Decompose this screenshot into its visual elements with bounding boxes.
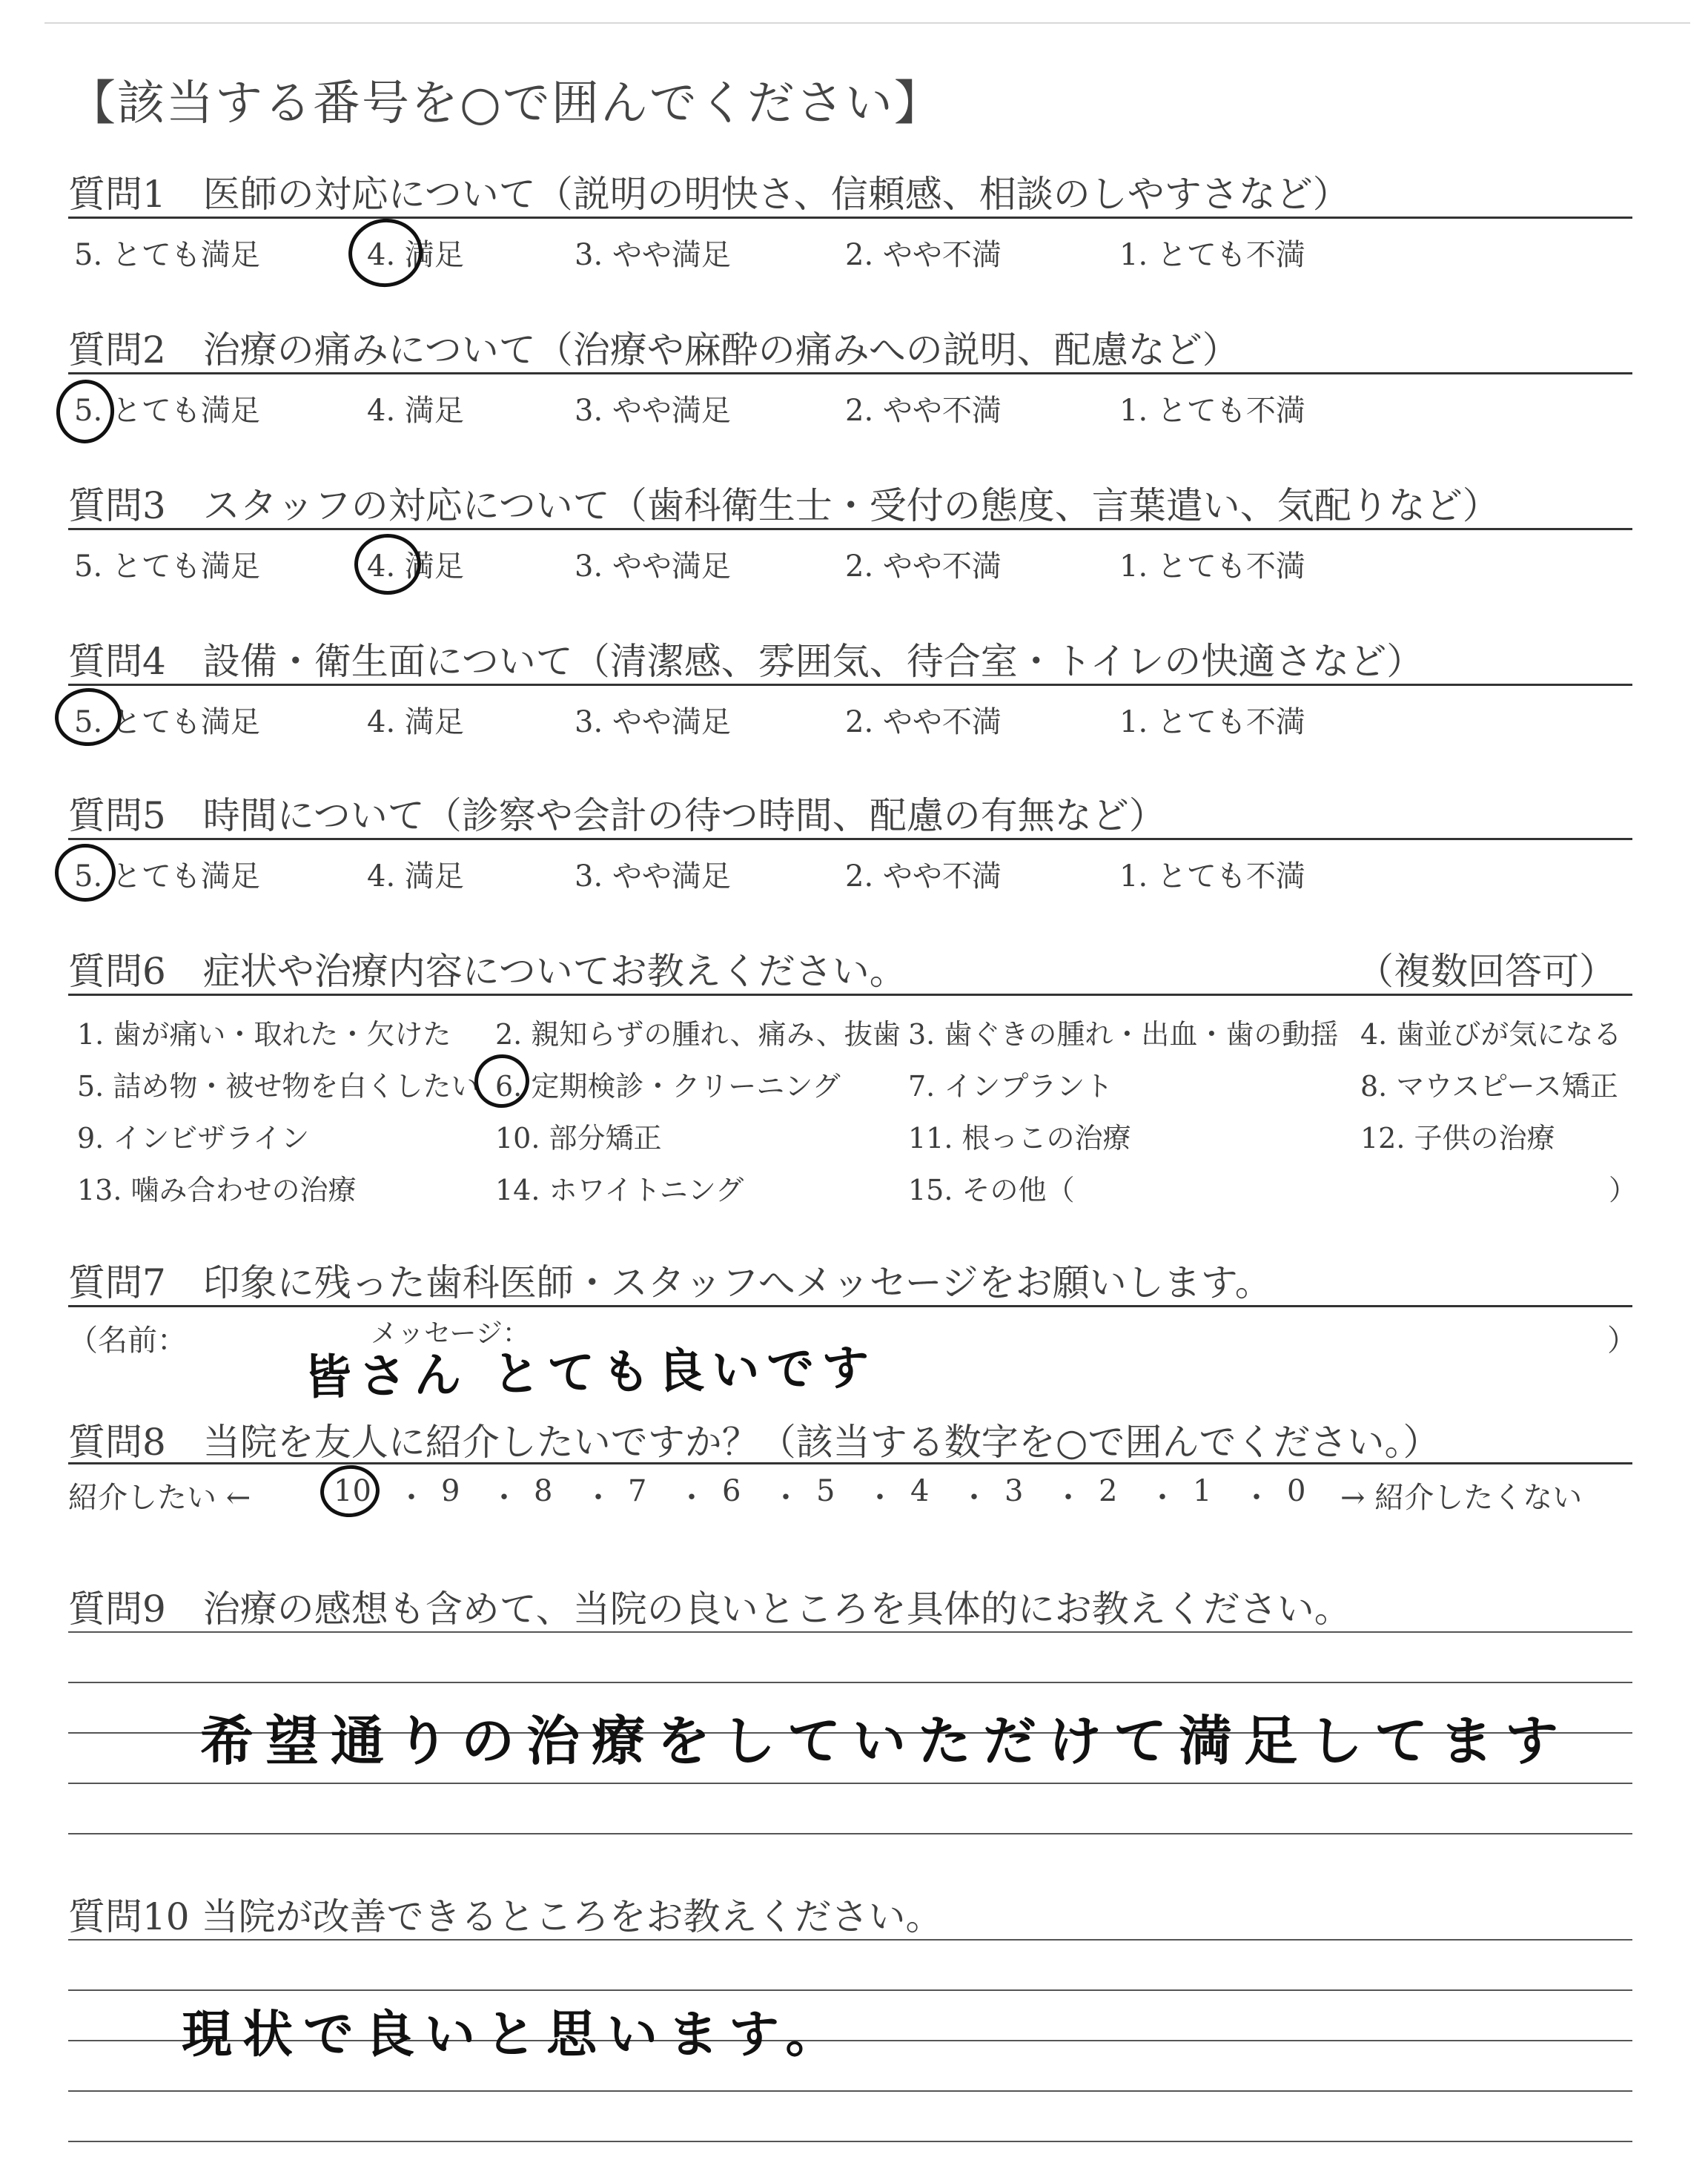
q8-dot: ・ [1242, 1481, 1271, 1515]
q10-line-2 [68, 1989, 1632, 1991]
q1-selection-circle [344, 214, 427, 291]
q5-option-2[interactable]: 2. やや不満 [845, 859, 1002, 894]
q6-other-close: ） [1609, 1174, 1638, 1206]
q3-option-5[interactable]: 5. とても満足 [74, 549, 260, 584]
q10-title: 質問10 当院が改善できるところをお教えください。 [68, 1895, 943, 1938]
q8-number-10[interactable]: 10 [334, 1474, 371, 1508]
q2-option-1[interactable]: 1. とても不満 [1119, 394, 1305, 428]
q10-line-5 [68, 2141, 1632, 2142]
q6-option-7[interactable]: 7. インプラント [908, 1070, 1113, 1103]
q8-dot: ・ [677, 1481, 706, 1515]
q6-option-13[interactable]: 13. 噛み合わせの治療 [77, 1174, 357, 1206]
q8-right-label: → 紹介したくない [1340, 1481, 1583, 1515]
q7-rule [68, 1305, 1632, 1307]
q6-option-12[interactable]: 12. 子供の治療 [1360, 1122, 1555, 1155]
q7-message-label: メッセージ： [371, 1318, 529, 1349]
q7-name-label: （名前： [68, 1324, 187, 1358]
q8-dot: ・ [959, 1481, 989, 1515]
q8-left-label: 紹介したい ← [68, 1481, 251, 1515]
q7-close-paren: ） [1607, 1324, 1637, 1358]
q6-option-14[interactable]: 14. ホワイトニング [495, 1174, 744, 1206]
q8-number-6[interactable]: 6 [722, 1474, 741, 1508]
q6-option-6[interactable]: 6. 定期検診・クリーニング [495, 1070, 841, 1103]
q6-note: （複数回答可） [1357, 950, 1616, 993]
q8-number-4[interactable]: 4 [910, 1474, 930, 1508]
q9-handwritten-answer[interactable]: 希望通りの治療をしていただけて満足してます [200, 1710, 1571, 1772]
q8-selection-circle [318, 1462, 383, 1520]
q5-title: 質問5 時間について（診察や会計の待つ時間、配慮の有無など） [68, 794, 1166, 837]
q6-title: 質問6 症状や治療内容についてお教えください。 [68, 950, 907, 993]
q3-rule [68, 528, 1632, 530]
q1-option-2[interactable]: 2. やや不満 [845, 238, 1002, 272]
q5-option-1[interactable]: 1. とても不満 [1119, 859, 1305, 894]
q3-title: 質問3 スタッフの対応について（歯科衛生士・受付の態度、言葉遣い、気配りなど） [68, 484, 1500, 527]
q8-title: 質問8 当院を友人に紹介したいですか？（該当する数字を○で囲んでください。） [68, 1421, 1440, 1464]
q2-option-2[interactable]: 2. やや不満 [845, 394, 1002, 428]
q3-option-3[interactable]: 3. やや満足 [575, 549, 731, 584]
q6-option-3[interactable]: 3. 歯ぐきの腫れ・出血・歯の動揺 [908, 1018, 1339, 1051]
q8-number-9[interactable]: 9 [441, 1474, 460, 1508]
q8-number-7[interactable]: 7 [628, 1474, 647, 1508]
q6-option-15[interactable]: 15. その他（ [908, 1174, 1075, 1206]
q6-option-9[interactable]: 9. インビザライン [77, 1122, 310, 1155]
q1-rule [68, 217, 1632, 219]
q4-title: 質問4 設備・衛生面について（清潔感、雰囲気、待合室・トイレの快適さなど） [68, 640, 1424, 683]
q6-option-8[interactable]: 8. マウスピース矯正 [1360, 1070, 1618, 1103]
q4-option-4[interactable]: 4. 満足 [367, 705, 464, 739]
q8-dot: ・ [397, 1481, 426, 1515]
q3-selection-circle [354, 534, 421, 595]
q9-line-4 [68, 1783, 1632, 1784]
q10-line-4 [68, 2090, 1632, 2092]
q5-rule [68, 838, 1632, 840]
q6-rule [68, 994, 1632, 996]
form-header: 【該当する番号を○で囲んでください】 [68, 76, 943, 131]
q2-option-3[interactable]: 3. やや満足 [575, 394, 731, 428]
q4-option-5[interactable]: 5. とても満足 [74, 705, 260, 739]
q4-option-1[interactable]: 1. とても不満 [1119, 705, 1305, 739]
q2-option-4[interactable]: 4. 満足 [367, 394, 464, 428]
q5-option-5[interactable]: 5. とても満足 [74, 859, 260, 894]
q1-option-3[interactable]: 3. やや満足 [575, 238, 731, 272]
q5-selection-circle [55, 844, 116, 902]
q2-rule [68, 372, 1632, 374]
q8-number-1[interactable]: 1 [1193, 1474, 1212, 1508]
q2-title: 質問2 治療の痛みについて（治療や麻酔の痛みへの説明、配慮など） [68, 328, 1239, 371]
q9-title: 質問9 治療の感想も含めて、当院の良いところを具体的にお教えください。 [68, 1588, 1351, 1631]
q9-line-2 [68, 1682, 1632, 1683]
q8-number-5[interactable]: 5 [816, 1474, 835, 1508]
q3-option-4[interactable]: 4. 満足 [367, 549, 464, 584]
q4-option-2[interactable]: 2. やや不満 [845, 705, 1002, 739]
q6-option-4[interactable]: 4. 歯並びが気になる [1360, 1018, 1622, 1051]
q8-number-0[interactable]: 0 [1287, 1474, 1306, 1508]
q1-title: 質問1 医師の対応について（説明の明快さ、信頼感、相談のしやすさなど） [68, 173, 1350, 216]
q3-option-2[interactable]: 2. やや不満 [845, 549, 1002, 584]
q3-option-1[interactable]: 1. とても不満 [1119, 549, 1305, 584]
q5-option-4[interactable]: 4. 満足 [367, 859, 464, 894]
q1-option-5[interactable]: 5. とても満足 [74, 238, 260, 272]
top-border [44, 22, 1690, 24]
q8-dot: ・ [583, 1481, 613, 1515]
q6-option-2[interactable]: 2. 親知らずの腫れ、痛み、抜歯 [495, 1018, 901, 1051]
q6-option-1[interactable]: 1. 歯が痛い・取れた・欠けた [77, 1018, 451, 1051]
q8-dot: ・ [1148, 1481, 1177, 1515]
q9-line-1 [68, 1631, 1632, 1633]
q4-rule [68, 684, 1632, 686]
q1-option-4[interactable]: 4. 満足 [367, 238, 464, 272]
q6-option-11[interactable]: 11. 根っこの治療 [908, 1122, 1131, 1155]
q5-option-3[interactable]: 3. やや満足 [575, 859, 731, 894]
q2-option-5[interactable]: 5. とても満足 [74, 394, 260, 428]
q8-number-8[interactable]: 8 [534, 1474, 553, 1508]
q7-handwritten-message[interactable]: 皆さん とても良いです [303, 1341, 877, 1406]
q8-dot: ・ [865, 1481, 895, 1515]
q4-option-3[interactable]: 3. やや満足 [575, 705, 731, 739]
q1-option-1[interactable]: 1. とても不満 [1119, 238, 1305, 272]
q9-line-5 [68, 1833, 1632, 1834]
q10-line-1 [68, 1939, 1632, 1941]
q8-rule [68, 1462, 1632, 1464]
q8-dot: ・ [1053, 1481, 1083, 1515]
q8-dot: ・ [771, 1481, 801, 1515]
q8-dot: ・ [489, 1481, 519, 1515]
q6-option-10[interactable]: 10. 部分矯正 [495, 1122, 662, 1155]
q8-number-2[interactable]: 2 [1099, 1474, 1118, 1508]
q7-title: 質問7 印象に残った歯科医師・スタッフへメッセージをお願いします。 [68, 1261, 1272, 1304]
q6-option-5[interactable]: 5. 詰め物・被せ物を白くしたい [77, 1070, 480, 1103]
q10-handwritten-answer[interactable]: 現状で良いと思います。 [182, 2006, 847, 2064]
q8-number-3[interactable]: 3 [1004, 1474, 1024, 1508]
